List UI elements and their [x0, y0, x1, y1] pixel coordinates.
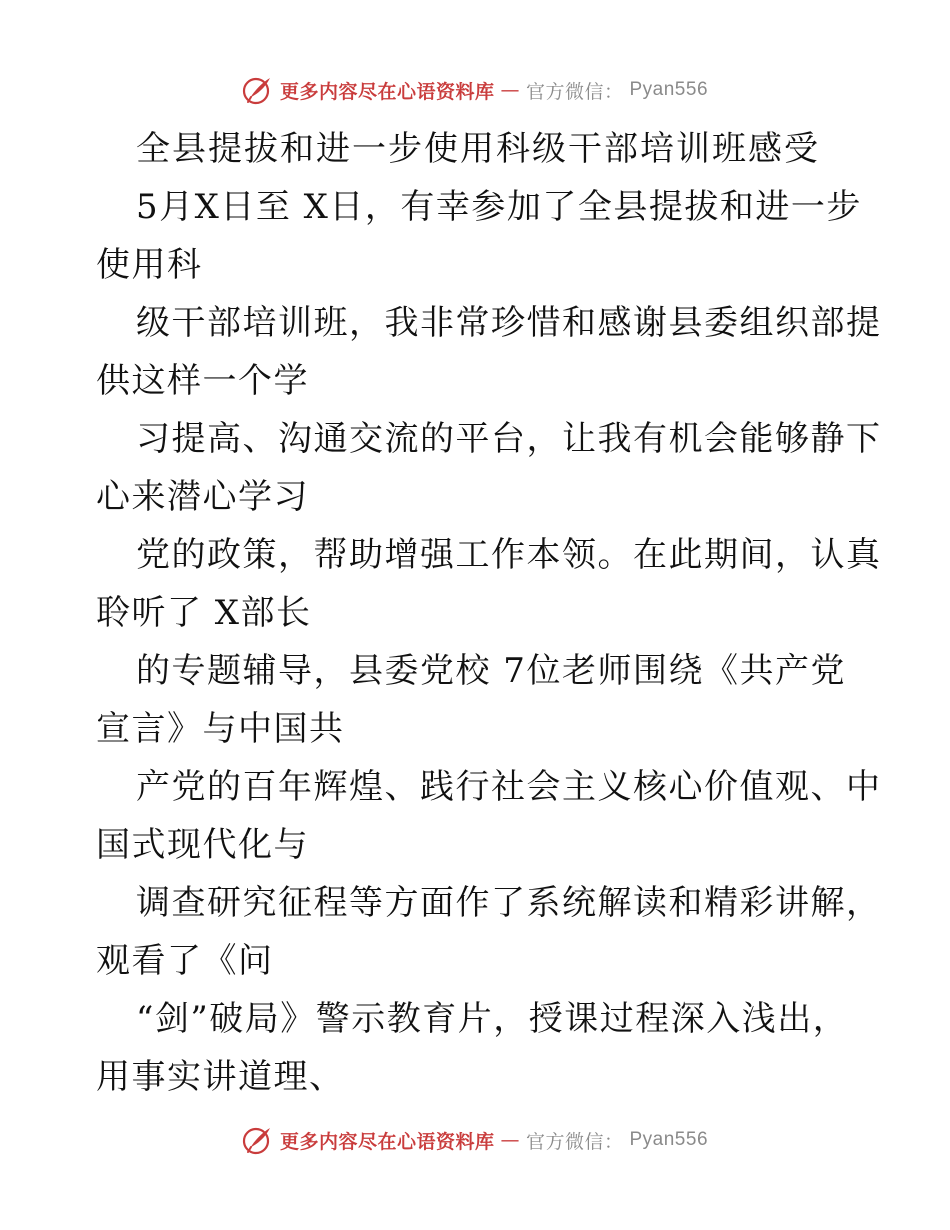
watermark-group	[242, 74, 708, 106]
text-line: 国式现代化与	[96, 825, 309, 865]
text-line: 宣言》与中国共	[96, 709, 345, 749]
watermark-wechat-label: 官方微信：	[525, 80, 624, 103]
text-line: 级干部培训班，我非常珍惜和感谢县委组织部提	[136, 303, 882, 343]
watermark-dash: —	[500, 79, 520, 101]
text-line: 党的政策，帮助增强工作本领。在此期间，认真	[136, 535, 882, 575]
watermark-wechat-label: 官方微信：	[525, 1130, 624, 1153]
quill-logo-icon	[242, 74, 274, 106]
text-line: 观看了《问	[96, 941, 274, 981]
text-line: 的专题辅导，县委党校 7位老师围绕《共产党	[136, 651, 846, 691]
watermark-brand: 更多内容尽在心语资料库	[279, 1130, 495, 1153]
text-line: 用事实讲道理、	[96, 1057, 345, 1097]
text-line: 调查研究征程等方面作了系统解读和精彩讲解，	[136, 883, 882, 923]
watermark-group	[242, 1124, 708, 1156]
text-line: 心来潜心学习	[96, 477, 309, 517]
footer-watermark	[0, 1122, 950, 1158]
text-line: 5月X日至 X日，有幸参加了全县提拔和进一步	[136, 187, 862, 227]
text-line: 产党的百年辉煌、践行社会主义核心价值观、中	[136, 767, 882, 807]
quill-logo-icon	[242, 1124, 274, 1156]
document-lines	[96, 178, 882, 1106]
document-body	[96, 120, 882, 1106]
text-line: 聆听了 X部长	[96, 593, 312, 633]
text-line: 使用科	[96, 245, 203, 285]
text-line: “剑”破局》警示教育片，授课过程深入浅出，	[136, 999, 849, 1039]
header-watermark	[0, 72, 950, 108]
watermark-wechat-id: Pyan556	[629, 79, 709, 100]
text-line: 习提高、沟通交流的平台，让我有机会能够静下	[136, 419, 882, 459]
document-title: 全县提拔和进一步使用科级干部培训班感受	[136, 129, 820, 169]
watermark-wechat-id: Pyan556	[629, 1129, 709, 1150]
watermark-dash: —	[500, 1129, 520, 1151]
watermark-brand: 更多内容尽在心语资料库	[279, 80, 495, 103]
text-line: 供这样一个学	[96, 361, 309, 401]
